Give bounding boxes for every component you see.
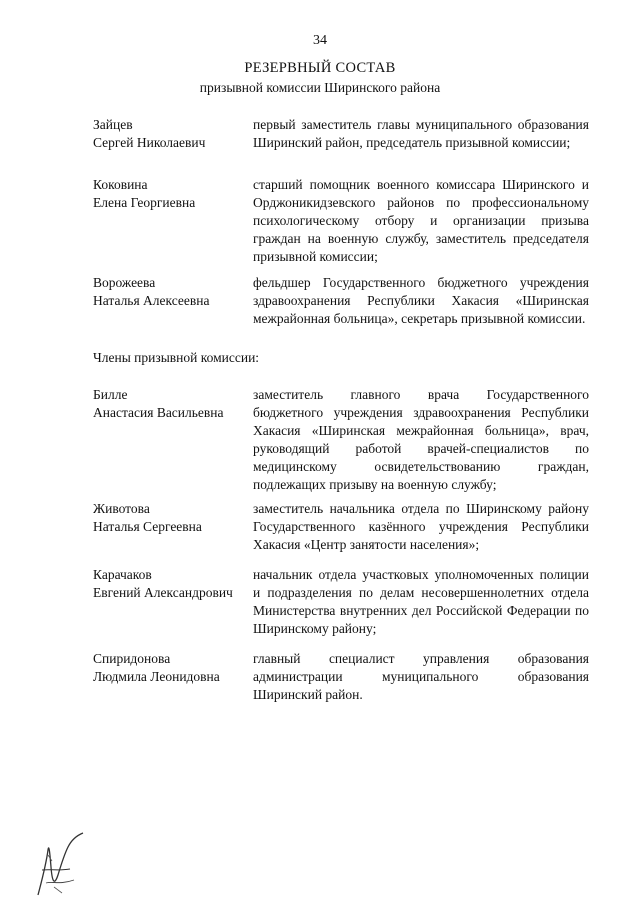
document-subtitle: призывной комиссии Ширинского района: [199, 80, 441, 95]
person-surname: Билле: [93, 387, 128, 402]
members-heading: Члены призывной комиссии:: [93, 350, 260, 365]
person-position: начальник отдела участковых уполномоченных полиции и подразделения по делам несовершеннолетних отдела Министерства внутренних дел Российской Федерации по Ширинскому району;: [253, 567, 589, 636]
person-name: [93, 386, 253, 422]
person-surname: Спиридонова: [93, 651, 171, 666]
person-position: главный специалист управления образования администрации муниципального образования Ширинский район.: [253, 651, 589, 702]
person-given-names: Анастасия Васильевна: [93, 405, 224, 420]
person-name: [93, 500, 253, 536]
person-given-names: Людмила Леонидовна: [93, 669, 220, 684]
person-position: первый заместитель главы муниципального образования Ширинский район, председатель призывной комиссии;: [253, 117, 589, 150]
person-surname: Животова: [93, 501, 150, 516]
person-name: [93, 176, 253, 212]
person-given-names: Елена Георгиевна: [93, 195, 196, 210]
person-position: фельдшер Государственного бюджетного учреждения здравоохранения Республики Хакасия «Ширинская межрайонная больница», секретарь призывной комиссии.: [253, 275, 589, 326]
person-surname: Коковина: [93, 177, 148, 192]
person-surname: Зайцев: [93, 117, 133, 132]
person-position: заместитель главного врача Государственного бюджетного учреждения здравоохранения Республики Хакасия «Ширинская межрайонная больница», врач, руководящий работой врачей-специалистов по медицинскому освидетельствованию граждан, подлежащих призыву на военную службу;: [253, 387, 589, 492]
person-position: старший помощник военного комиссара Ширинского и Орджоникидзевского районов по профессиональному психологическому отбору и организации призыва граждан на военную службу, заместитель председателя призывной комиссии;: [253, 177, 589, 264]
handwritten-signature: [28, 825, 88, 900]
person-given-names: Евгений Александрович: [93, 585, 233, 600]
person-surname: Карачаков: [93, 567, 152, 582]
person-position: заместитель начальника отдела по Ширинскому району Государственного казённого учреждения Республики Хакасия «Центр занятости населения»;: [253, 501, 589, 552]
document-title: РЕЗЕРВНЫЙ СОСТАВ: [244, 60, 396, 76]
person-name: [93, 274, 253, 310]
person-given-names: Наталья Алексеевна: [93, 293, 210, 308]
person-surname: Ворожеева: [93, 275, 156, 290]
page-number: 34: [313, 33, 327, 48]
person-given-names: Сергей Николаевич: [93, 135, 206, 150]
person-name: [93, 116, 253, 152]
person-name: [93, 566, 253, 602]
person-name: [93, 650, 253, 686]
person-given-names: Наталья Сергеевна: [93, 519, 202, 534]
